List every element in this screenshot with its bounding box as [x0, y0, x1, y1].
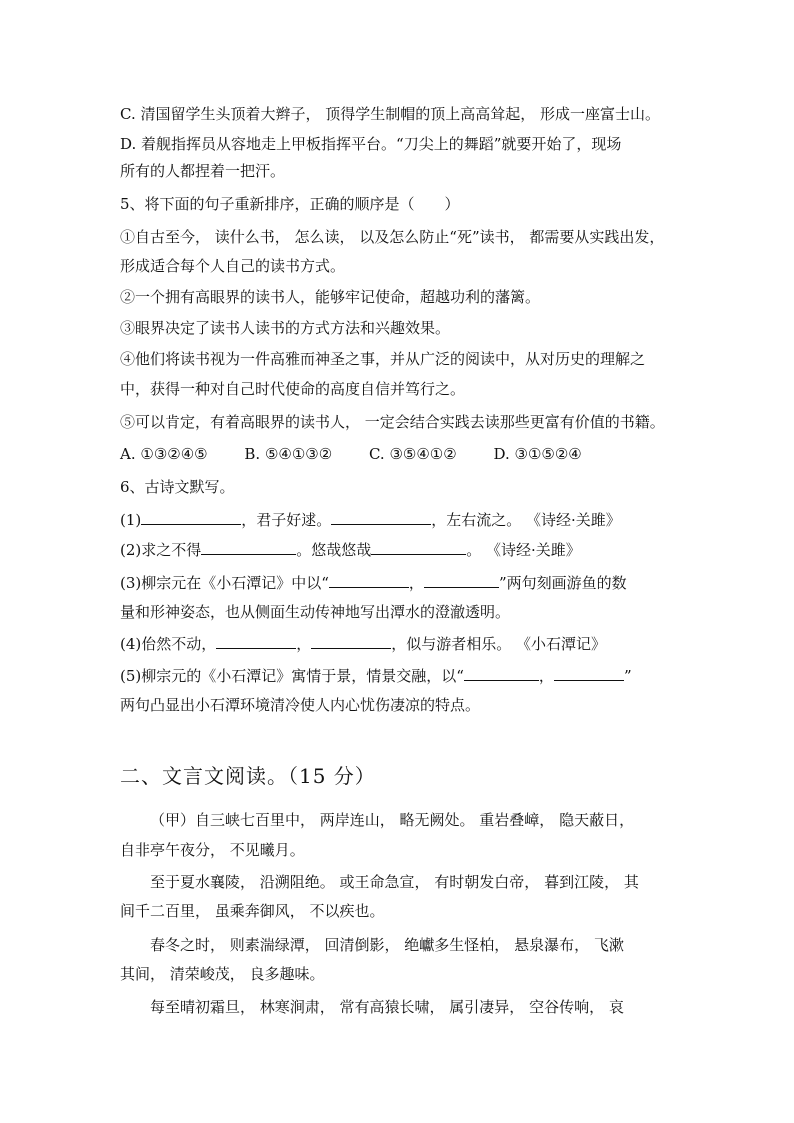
section-2-heading: 二、文言文阅读。（15 分） — [120, 764, 376, 788]
q6-item-2-mid: 。悠哉悠哉 — [296, 541, 372, 559]
q6-blank-4b[interactable] — [311, 632, 391, 649]
q6-item-2-prefix: (2)求之不得 — [120, 541, 202, 559]
q4-option-d-line1: D. 着舰指挥员从容地走上甲板指挥平台。“刀尖上的舞蹈”就要开始了，现场 — [120, 135, 622, 153]
q5-option-c[interactable]: C. ③⑤④①② — [368, 445, 457, 463]
q5-option-a[interactable]: A. ①③②④⑤ — [120, 445, 208, 463]
q4-option-c: C. 清国留学生头顶着大辫子， 顶得学生制帽的顶上高高耸起， 形成一座富士山。 — [120, 105, 661, 123]
q6-item-5-line1 — [120, 664, 632, 687]
q6-blank-3b[interactable] — [424, 571, 499, 588]
q4-option-d-line2: 所有的人都捏着一把汗。 — [120, 162, 286, 180]
passage-para-1-line1: （甲）自三峡七百里中， 两岸连山， 略无阙处。 重岩叠嶂， 隐天蔽日， — [150, 811, 635, 829]
q6-item-4-prefix: (4)佁然不动， — [120, 635, 217, 653]
q6-blank-1b[interactable] — [331, 508, 431, 525]
q6-blank-1a[interactable] — [141, 508, 241, 525]
q5-options — [120, 443, 614, 465]
q6-item-2-suffix: 。 《诗经·关雎》 — [466, 541, 581, 559]
q6-item-1-mid: ，君子好逑。 — [241, 511, 332, 529]
q6-item-5-suffix: ” — [623, 667, 632, 685]
q6-item-1-prefix: (1) — [120, 511, 142, 529]
q6-item-4-mid: ， — [296, 635, 312, 653]
q6-stem: 6、古诗文默写。 — [120, 478, 235, 496]
q5-sentence-5: ⑤可以肯定，有着高眼界的读书人， 一定会结合实践去读那些更富有价值的书籍。 — [120, 413, 665, 431]
passage-para-3-line2: 其间， 清荣峻茂， 良多趣味。 — [120, 965, 325, 983]
q5-stem: 5、将下面的句子重新排序，正确的顺序是（ ） — [120, 195, 460, 213]
passage-para-1-line2: 自非亭午夜分， 不见曦月。 — [120, 841, 305, 859]
passage-para-2-line1: 至于夏水襄陵， 沿溯阻绝。 或王命急宣， 有时朝发白帝， 暮到江陵， 其 — [150, 873, 639, 891]
q6-item-5-prefix: (5)柳宗元的《小石潭记》寓情于景，情景交融，以“ — [120, 667, 464, 685]
q6-blank-3a[interactable] — [329, 571, 409, 588]
q6-blank-5b[interactable] — [554, 664, 624, 681]
q6-item-3-line2: 量和形神姿态，也从侧面生动传神地写出潭水的澄澈透明。 — [120, 603, 511, 621]
q6-item-3-mid: ， — [408, 574, 424, 592]
q5-sentence-1-line2: 形成适合每个人自己的读书方式。 — [120, 257, 346, 275]
q5-sentence-4-line2: 中，获得一种对自己时代使命的高度自信并笃行之。 — [120, 380, 466, 398]
passage-para-3-line1: 春冬之时， 则素湍绿潭， 回清倒影， 绝巘多生怪柏， 悬泉瀑布， 飞漱 — [150, 936, 624, 954]
q6-item-1 — [120, 508, 621, 531]
q6-item-2 — [120, 538, 581, 561]
q6-blank-2a[interactable] — [201, 538, 296, 555]
passage-para-4-line1: 每至晴初霜旦， 林寒涧肃， 常有高猿长啸， 属引凄异， 空谷传响， 哀 — [150, 998, 624, 1016]
q6-item-3-suffix: ”两句刻画游鱼的数 — [498, 574, 627, 592]
q6-item-1-suffix: ，左右流之。 《诗经·关雎》 — [431, 511, 621, 529]
q6-item-5-mid: ， — [538, 667, 554, 685]
q5-sentence-1-line1: ①自古至今， 读什么书， 怎么读， 以及怎么防止“死”读书， 都需要从实践出发， — [120, 228, 665, 246]
q6-item-3-prefix: (3)柳宗元在《小石潭记》中以“ — [120, 574, 329, 592]
q6-blank-2b[interactable] — [371, 538, 466, 555]
q5-option-d[interactable]: D. ③①⑤②④ — [493, 445, 582, 463]
q5-sentence-3: ③眼界决定了读书人读书的方式方法和兴趣效果。 — [120, 319, 451, 337]
q5-sentence-2: ②一个拥有高眼界的读书人，能够牢记使命，超越功利的藩篱。 — [120, 288, 541, 306]
passage-para-2-line2: 间千二百里， 虽乘奔御风， 不以疾也。 — [120, 902, 385, 920]
q6-item-3-line1 — [120, 571, 627, 594]
q6-item-4 — [120, 632, 606, 655]
q6-item-4-suffix: ，似与游者相乐。 《小石潭记》 — [391, 635, 607, 653]
q6-blank-5a[interactable] — [464, 664, 539, 681]
q6-blank-4a[interactable] — [216, 632, 296, 649]
q5-option-b[interactable]: B. ⑤④①③② — [244, 445, 333, 463]
q5-sentence-4-line1: ④他们将读书视为一件高雅而神圣之事，并从广泛的阅读中，从对历史的理解之 — [120, 350, 646, 368]
q6-item-5-line2: 两句凸显出小石潭环境清冷使人内心忧伤凄凉的特点。 — [120, 696, 481, 714]
